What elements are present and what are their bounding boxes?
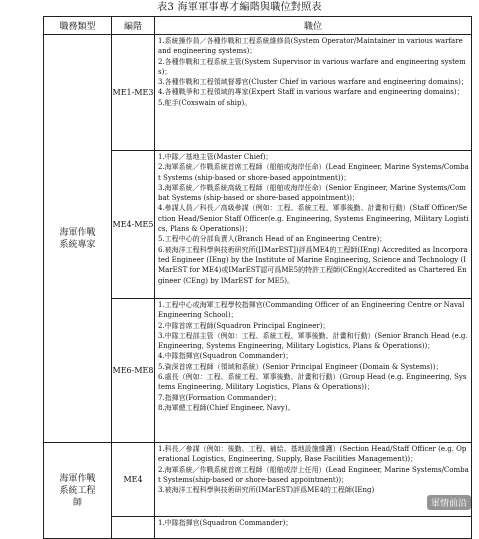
list-item: 7.指揮官(Formation Commander)；	[158, 393, 281, 402]
list-item: 1.科長／參謀（例如：後勤、工程、補給、基地設施維護）(Section Head/Staff Officer (e.g. Operational Logistics, Engineering, Supply, Base Facilities Management))；	[158, 445, 467, 464]
list-item: 4.各種戰爭和工程領域的專家(Expert Staff in various warfare and engineering domains)；	[158, 88, 464, 97]
grade-cell: ME1-ME3	[112, 35, 155, 151]
list-item: 5.資深首席工程師（領域和系統）(Senior Principal Engineer (Domain & Systems))；	[158, 362, 443, 371]
duties-cell	[155, 299, 472, 443]
list-item: 2.海軍系統／作戰系統首席工程師（船舶或海岸任命）(Lead Engineer, Marine Systems/Combat Systems (ship-based or shore-based appointment))；	[158, 163, 469, 182]
list-item: 1.中隊／基地主管(Master Chief)；	[158, 153, 273, 161]
grade-cell: ME4-ME5	[112, 151, 155, 299]
table-row	[44, 443, 472, 517]
grade-cell: ME6-ME8	[112, 299, 155, 443]
list-item: 5.工程中心的分部負責人(Branch Head of an Engineering Centre)；	[158, 235, 387, 244]
list-item: 3.海軍系統／作戰系統高級工程師（船舶或海岸任命）(Senior Engineer, Marine Systems/Combat Systems (ship-based or shore-based appointment))；	[158, 183, 466, 203]
list-item: 3.中隊工程部主管（例如：工程、系統工程、軍事後勤、計畫和行動）(Senior Branch Head (e.g. Engineering, Systems Engineering, Military Logistics, Plans & Operations))；	[158, 331, 468, 351]
grade-cell	[112, 517, 155, 539]
header-category: 職務類型	[44, 17, 112, 35]
header-grade: 編階	[112, 17, 155, 35]
list-item: 1.中隊指揮官(Squadron Commander)；	[158, 519, 293, 527]
watermark: 軍情前沿	[427, 495, 471, 510]
list-item: 2.海軍系統／作戰系統首席工程師（船舶或岸上任用）(Lead Engineer, Marine Systems/Combat Systems(ship-based or shore-based appointment))；	[158, 465, 469, 484]
list-item: 1.工程中心或海軍工程學校指揮官(Commanding Officer of an Engineering Centre or Naval Engineering School)；	[158, 301, 465, 320]
category-label: 海軍作戰系統工程師	[59, 473, 96, 508]
grade-cell: ME4	[112, 443, 155, 517]
table-caption: 表3 海軍軍事專才編階與職位對照表	[157, 2, 322, 13]
list-item: 2.中隊首席工程師(Squadron Principal Engineer)；	[158, 321, 330, 330]
duties-cell	[155, 517, 472, 539]
list-item: 4.參謀人員／科長／高級參謀（例如：工程、系統工程、軍事後勤、計畫和行動）(Staff Officer/Section Head/Senior Staff Officer(e.g. Engineering, Systems Engineering, Military Logistics, Plans & Operations))；	[158, 204, 469, 234]
duties-cell	[155, 35, 472, 151]
header-row	[44, 17, 472, 35]
list-item: 6.處長（例如：工程、系統工程、軍事後勤、計畫和行動）(Group Head (e.g. Engineering, Systems Engineering, Military Logistics, Plans & Operations))；	[158, 373, 467, 392]
list-item: 1.系統操作員／各種作戰和工程系統維修員(System Operator/Maintainer in various warfare and engineering systems)；	[158, 37, 463, 56]
duties-cell	[155, 443, 472, 517]
list-item: 2.各種作戰和工程系統主管(System Supervisor in various warfare and engineering systems)；	[158, 57, 466, 76]
category-cell	[44, 443, 112, 539]
list-item: 8.海軍總工程師(Chief Engineer, Navy)。	[158, 403, 295, 412]
list-item: 3.各種作戰和工程領域督導官(Cluster Chief in various warfare and engineering domains)；	[158, 78, 468, 87]
category-cell	[44, 35, 112, 443]
table-row	[44, 35, 472, 151]
rank-position-table	[43, 16, 472, 539]
list-item: 3.被海洋工程科學與技術研究所(IMarEST)評爲ME4的工程師(IEng)	[158, 486, 375, 495]
list-item: 4.中隊指揮官(Squadron Commander)；	[158, 352, 293, 361]
duties-cell	[155, 151, 472, 299]
header-duties: 職位	[155, 17, 472, 35]
category-label: 海軍作戰系統專家	[59, 227, 96, 250]
list-item: 6.被海洋工程科學與技術研究所([IMarEST])評爲ME4的工程師(IEng) Accredited as Incorporated Engineer (IEng) by the Institute of Marine Engineering, Science and Technology (IMarEST for ME4)或IMarEST認可爲ME5的特許工程師(CEng)(Accredited as Chartered Engineer (CEng) by IMarEST for ME5)。	[158, 245, 468, 285]
list-item: 5.舵手(Coxswain of ship)。	[158, 98, 252, 107]
